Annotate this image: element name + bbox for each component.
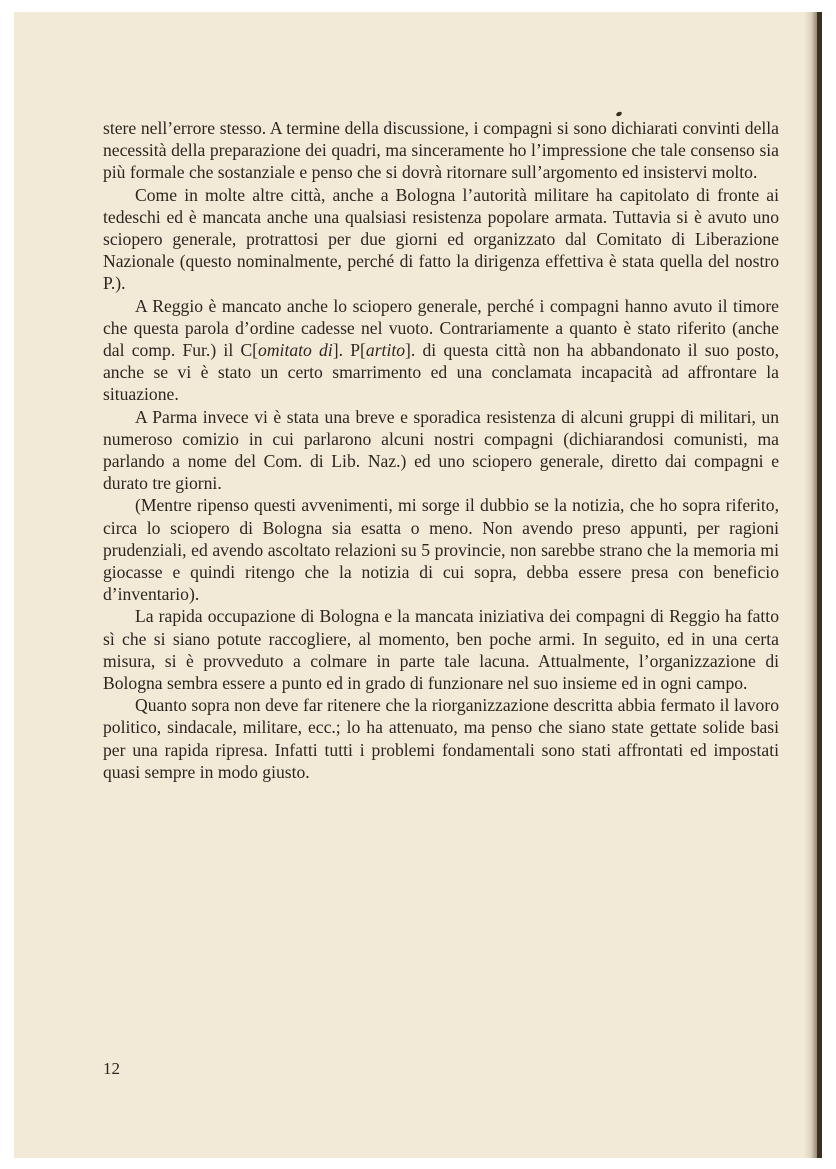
page-binding-edge <box>817 12 822 1158</box>
book-page <box>14 12 822 1158</box>
page-number: 12 <box>103 1059 120 1078</box>
paragraph-1: stere nell’errore stesso. A termine della discussione, i compagni si sono dichiarati convinti della necessità della preparazione dei quadri, ma sinceramente ho l’impressione che tale consenso sia più formale che sostanziale e penso che si dovrà ritornare sull’argomento ed insistervi molto. <box>103 118 779 183</box>
body-text <box>103 117 779 783</box>
paragraph-3: A Reggio è mancato anche lo sciopero generale, perché i compagni hanno avuto il timore che questa parola d’ordine cadesse nel vuoto. Contrariamente a quanto è stato riferito (anche dal comp. Fur.) il C[omitato di]. P[artito]. di questa città non ha abbandonato il suo posto, anche se vi è stato un certo smarrimento ed una conclamata incapacità ad affrontare la situazione. <box>103 295 779 405</box>
paragraph-4: A Parma invece vi è stata una breve e sporadica resistenza di alcuni gruppi di militari, un numeroso comizio in cui parlarono alcuni nostri compagni (dichiarandosi comunisti, ma parlando a nome del Com. di Lib. Naz.) ed uno sciopero generale, diretto dai compagni e durato tre giorni. <box>103 406 779 494</box>
paragraph-2: Come in molte altre città, anche a Bologna l’autorità militare ha capitolato di fronte ai tedeschi ed è mancata anche una qualsiasi resistenza popolare armata. Tuttavia si è avuto uno sciopero generale, protrattosi per due giorni ed organizzato dal Comitato di Liberazione Nazionale (questo nominalmente, perché di fatto la dirigenza effettiva è stata quella del nostro P.). <box>103 184 779 294</box>
paragraph-5: (Mentre ripenso questi avvenimenti, mi sorge il dubbio se la notizia, che ho sopra riferito, circa lo sciopero di Bologna sia esatta o meno. Non avendo preso appunti, per ragioni prudenziali, ed avendo ascoltato relazioni su 5 provincie, non sarebbe strano che la memoria mi giocasse e quindi ritengo che la notizia di cui sopra, debba essere presa con beneficio d’inventario). <box>103 495 779 605</box>
paragraph-6: La rapida occupazione di Bologna e la mancata iniziativa dei compagni di Reggio ha fatto sì che si siano potute raccogliere, al momento, ben poche armi. In seguito, ed in una certa misura, si è provveduto a colmare in parte tale lacuna. Attualmente, l’organizzazione di Bologna sembra essere a punto ed in grado di funzionare nel suo insieme ed in ogni campo. <box>103 606 779 694</box>
paragraph-7: Quanto sopra non deve far ritenere che la riorganizzazione descritta abbia fermato il lavoro politico, sindacale, militare, ecc.; lo ha attenuato, ma penso che siano state gettate solide basi per una rapida ripresa. Infatti tutti i problemi fondamentali sono stati affrontati ed impostati quasi sempre in modo giusto. <box>103 695 779 782</box>
